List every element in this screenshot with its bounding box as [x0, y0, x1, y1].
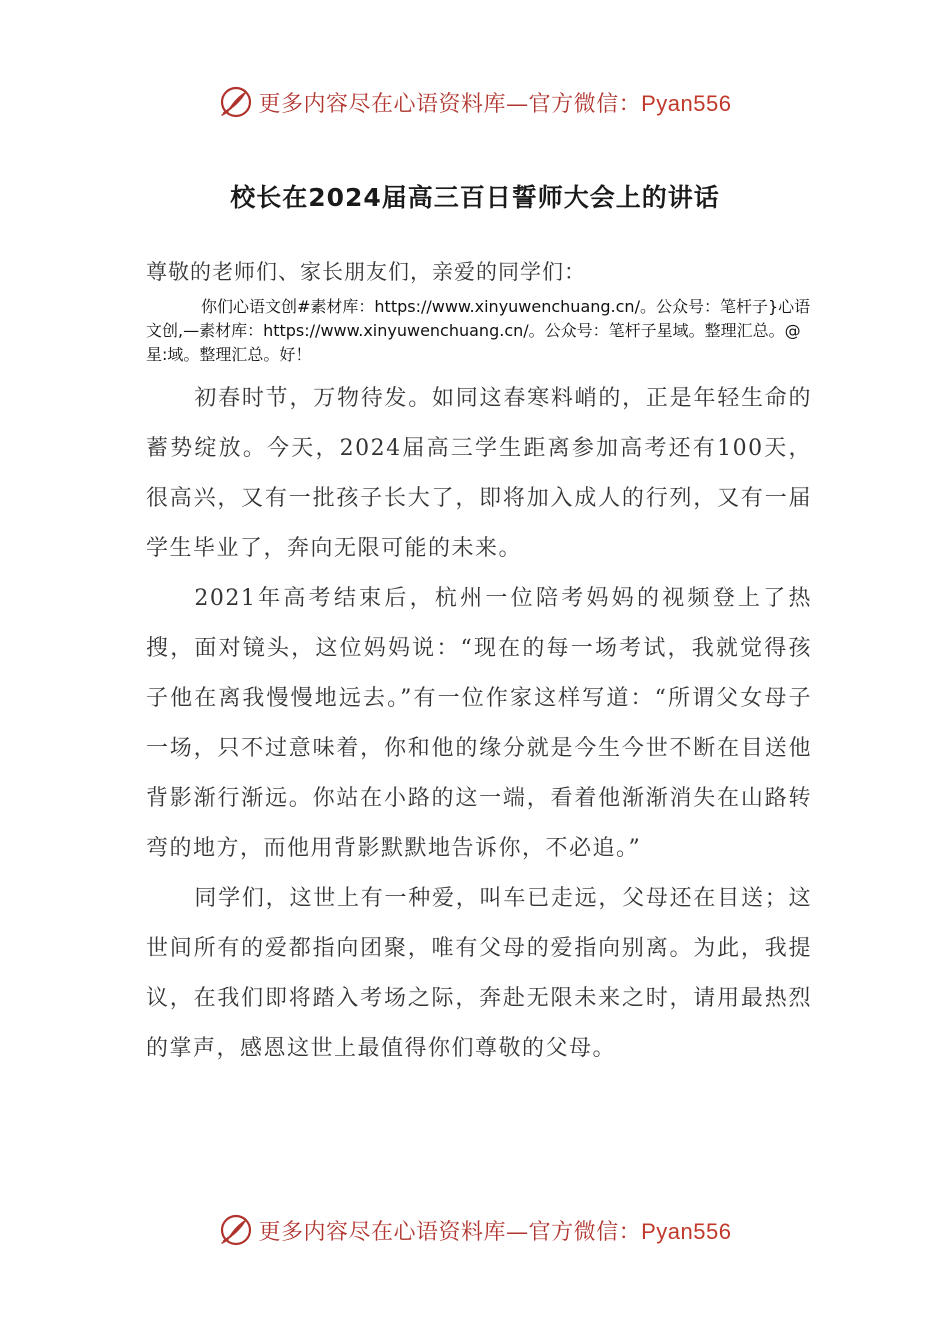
paragraph: 初春时节，万物待发。如同这春寒料峭的，正是年轻生命的蓄势绽放。今天，2024届高三学生距离参加高考还有100天，很高兴，又有一批孩子长大了，即将加入成人的行列，又有一届学生毕业了，奔向无限可能的未来。 [146, 386, 812, 561]
paragraph: 同学们，这世上有一种爱，叫车已走远，父母还在目送；这世间所有的爱都指向团聚，唯有父母的爱指向别离。为此，我提议，在我们即将踏入考场之际，奔赴无限未来之时，请用最热烈的掌声，感恩这世上最值得你们尊敬的父母。 [146, 886, 812, 1061]
banner-sub-text: —官方微信： [506, 1219, 642, 1245]
speech-body [146, 374, 812, 1074]
banner-wechat-id: Pyan556 [641, 90, 732, 116]
page-title: 校长在2024届高三百日誓师大会上的讲话 [230, 183, 720, 212]
quill-pen-logo-icon [219, 85, 253, 119]
salutation: 尊敬的老师们、家长朋友们，亲爱的同学们： [146, 260, 586, 284]
paragraph: 2021年高考结束后，杭州一位陪考妈妈的视频登上了热搜，面对镜头，这位妈妈说：“现在的每一场考试，我就觉得孩子他在离我慢慢地远去。”有一位作家这样写道：“所谓父女母子一场，只不过意味着，你和他的缘分就是今生今世不断在目送他背影渐行渐远。你站在小路的这一端，看着他渐渐消失在山路转弯的地方，而他用背影默默地告诉你，不必追。” [146, 586, 812, 861]
banner-wechat-id: Pyan556 [641, 1218, 732, 1244]
banner-sub-text: —官方微信： [506, 91, 642, 117]
watermark-note: 你们心语文创#素材库：https://www.xinyuwenchuang.cn/。公众号：笔杆子}心语文创,—素材库：https://www.xinyuwenchuang.cn/。公众号：笔杆子星域。整理汇总。@星:域。整理汇总。好！ [146, 297, 811, 364]
quill-pen-logo-icon [219, 1213, 253, 1247]
banner-main-text: 更多内容尽在心语资料库 [258, 1219, 507, 1245]
header-banner [0, 80, 950, 124]
banner-main-text: 更多内容尽在心语资料库 [258, 91, 507, 117]
footer-banner [0, 1208, 950, 1252]
